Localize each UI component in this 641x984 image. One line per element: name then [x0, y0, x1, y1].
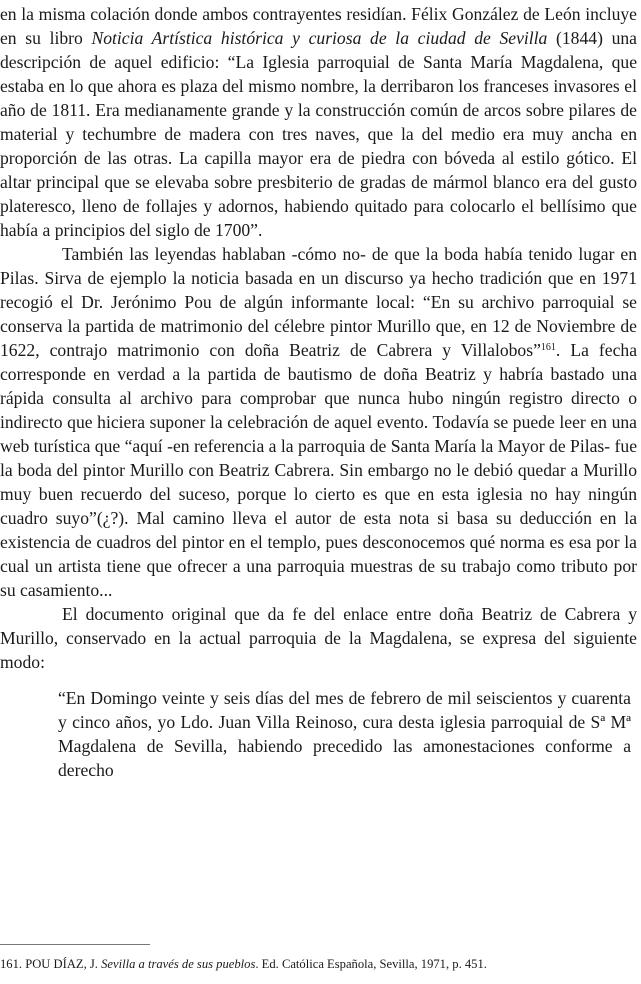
footnote [0, 956, 641, 972]
book-title: Noticia Artística histórica y curiosa de la ciudad de Sevilla [91, 28, 548, 48]
paragraph-2-text-a: También las leyendas hablaban -cómo no- de que la boda había tenido lugar en Pilas. Sirva de ejemplo la noticia basada en un discurso ya hecho tradición que en 1971 recogió el Dr. Jerónimo Pou de algún informante local: “En su archivo parroquial se conserva la partida de matrimonio del célebre pintor Murillo que, en 12 de Noviembre de 1622, contrajo matrimonio con doña Beatriz de Cabrera y Villalobos” [0, 244, 637, 360]
paragraph-1-text-b: (1844) una descripción de aquel edificio: “La Iglesia parroquial de Santa María Magdalena, que estaba en lo que ahora es plaza del mismo nombre, la derribaron los franceses invasores el año de 1811. Era medianamente grande y la construcción común de arcos sobre pilares de material y techumbre de madera con tres naves, que la del medio era muy ancha en proporción de las otras. La capilla mayor era de piedra con bóveda al estilo gótico. El altar principal que se elevaba sobre presbiterio de gradas de mármol blanco era del gusto plateresco, lleno de follajes y adornos, habiendo quitado para colocarlo el bellísimo que había a principios del siglo de 1700”. [0, 28, 637, 240]
block-quote: “En Domingo veinte y seis días del mes de febrero de mil seiscientos y cuarenta y cinco años, yo Ldo. Juan Villa Reinoso, cura desta iglesia parroquial de Sª Mª Magdalena de Sevilla, habiendo precedido las amonestaciones conforme a derecho [58, 688, 631, 780]
footnote-book-title: Sevilla a través de sus pueblos [101, 957, 256, 971]
footnote-text-a: 161. POU DÍAZ, J. [0, 957, 102, 971]
paragraph-2-text-b: . La fecha corresponde en verdad a la partida de bautismo de doña Beatriz y habría bastado una rápida consulta al archivo para comprobar que nunca hubo ningún registro directo o indirecto que hiciera suponer la celebración de aquel evento. Todavía se puede leer en una web turística que “aquí -en referencia a la parroquia de Santa María la Mayor de Pilas- fue la boda del pintor Murillo con Beatriz Cabrera. Sin embargo no le debió quedar a Murillo muy buen recuerdo del suceso, porque lo cierto es que en esta iglesia no hay ningún cuadro suyo”(¿?). Mal camino lleva el autor de esta nota si basa su deducción en la existencia de cuadros del pintor en el templo, pues desconocemos qué norma es esa por la cual un artista tiene que ofrecer a una parroquia muestras de su trabajo como tributo por su casamiento... [0, 340, 638, 600]
paragraph-1-text-a: en la misma colación donde ambos contrayentes residían. Félix González de León incluye en su libro [0, 4, 637, 48]
footnote-reference[interactable]: 161 [540, 342, 556, 353]
paragraph-3: El documento original que da fe del enlace entre doña Beatriz de Cabrera y Murillo, conservado en la actual parroquia de la Magdalena, se expresa del siguiente modo: [0, 604, 637, 672]
body-text [0, 2, 637, 782]
footnote-text-b: . Ed. Católica Española, Sevilla, 1971, p. 451. [255, 957, 487, 971]
paragraph-2 [0, 242, 637, 602]
footnote-divider [0, 944, 150, 945]
paragraph-1 [0, 2, 637, 242]
